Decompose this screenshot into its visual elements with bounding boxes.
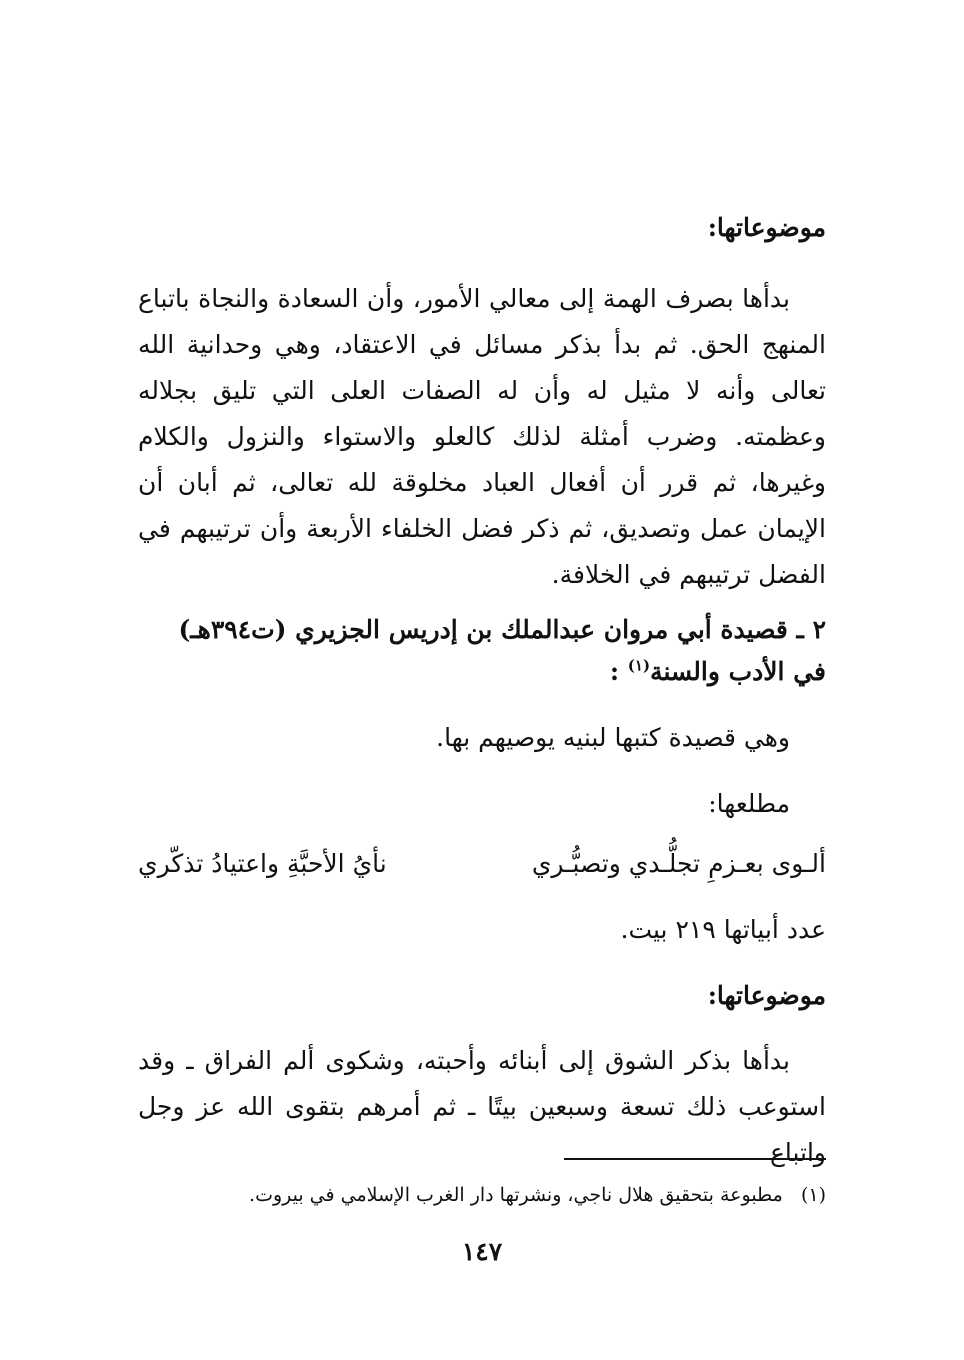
verse-first-hemistich: ألـوى بعـزمِ تجلُّـدي وتصبُّـري [531, 849, 826, 878]
verse-second-hemistich: نأيُ الأحبَّةِ واعتيادُ تذكّري [138, 849, 387, 878]
footnote [249, 1180, 826, 1210]
item-title-text: في الأدب والسنة [650, 657, 826, 686]
footnote-reference: (١) [627, 656, 651, 675]
section-paragraph-topics-2: بدأها بذكر الشوق إلى أبنائه وأحبته، وشكوى ألم الفراق ـ وقد استوعب ذلك تسعة وسبعين بيتًا ـ ثم أمرهم بتقوى الله عز وجل واتباع [138, 1046, 826, 1167]
footnote-text: مطبوعة بتحقيق هلال ناجي، ونشرتها دار الغرب الإسلامي في بيروت. [249, 1184, 783, 1206]
verse-line [138, 842, 826, 886]
section-paragraph-topics: بدأها بصرف الهمة إلى معالي الأمور، وأن السعادة والنجاة باتباع المنهج الحق. ثم بدأ بذكر مسائل في الاعتقاد، وهي وحدانية الله تعالى وأنه لا مثيل له وأن له الصفات العلى التي تليق بجلاله وعظمته. وضرب أمثلة لذلك كالعلو والاستواء والنزول والكلام وغيرها، ثم قرر أن أفعال العباد مخلوقة لله تعالى، ثم أبان أن الإيمان عمل وتصديق، ثم ذكر فضل الخلفاء الأربعة وأن ترتيبهم في الفضل ترتيبهم في الخلافة. [138, 284, 826, 589]
item-title-line1: ٢ ـ قصيدة أبي مروان عبدالملك بن إدريس الجزيري (ت٣٩٤هـ) [178, 615, 826, 644]
section-heading-topics-2: موضوعاتها: [707, 981, 826, 1010]
page-number: ١٤٧ [461, 1237, 503, 1266]
verse-count: عدد أبياتها ٢١٩ بيت. [620, 915, 826, 944]
section-heading-topics: موضوعاتها: [707, 213, 826, 242]
footnote-divider [564, 1158, 826, 1160]
item-description: وهي قصيدة كتبها لبنيه يوصيهم بها. [436, 723, 790, 752]
item-title-colon: : [609, 657, 620, 686]
item-title-line2 [610, 652, 826, 692]
footnote-marker: (١) [800, 1184, 826, 1206]
opening-label: مطلعها: [708, 789, 790, 818]
